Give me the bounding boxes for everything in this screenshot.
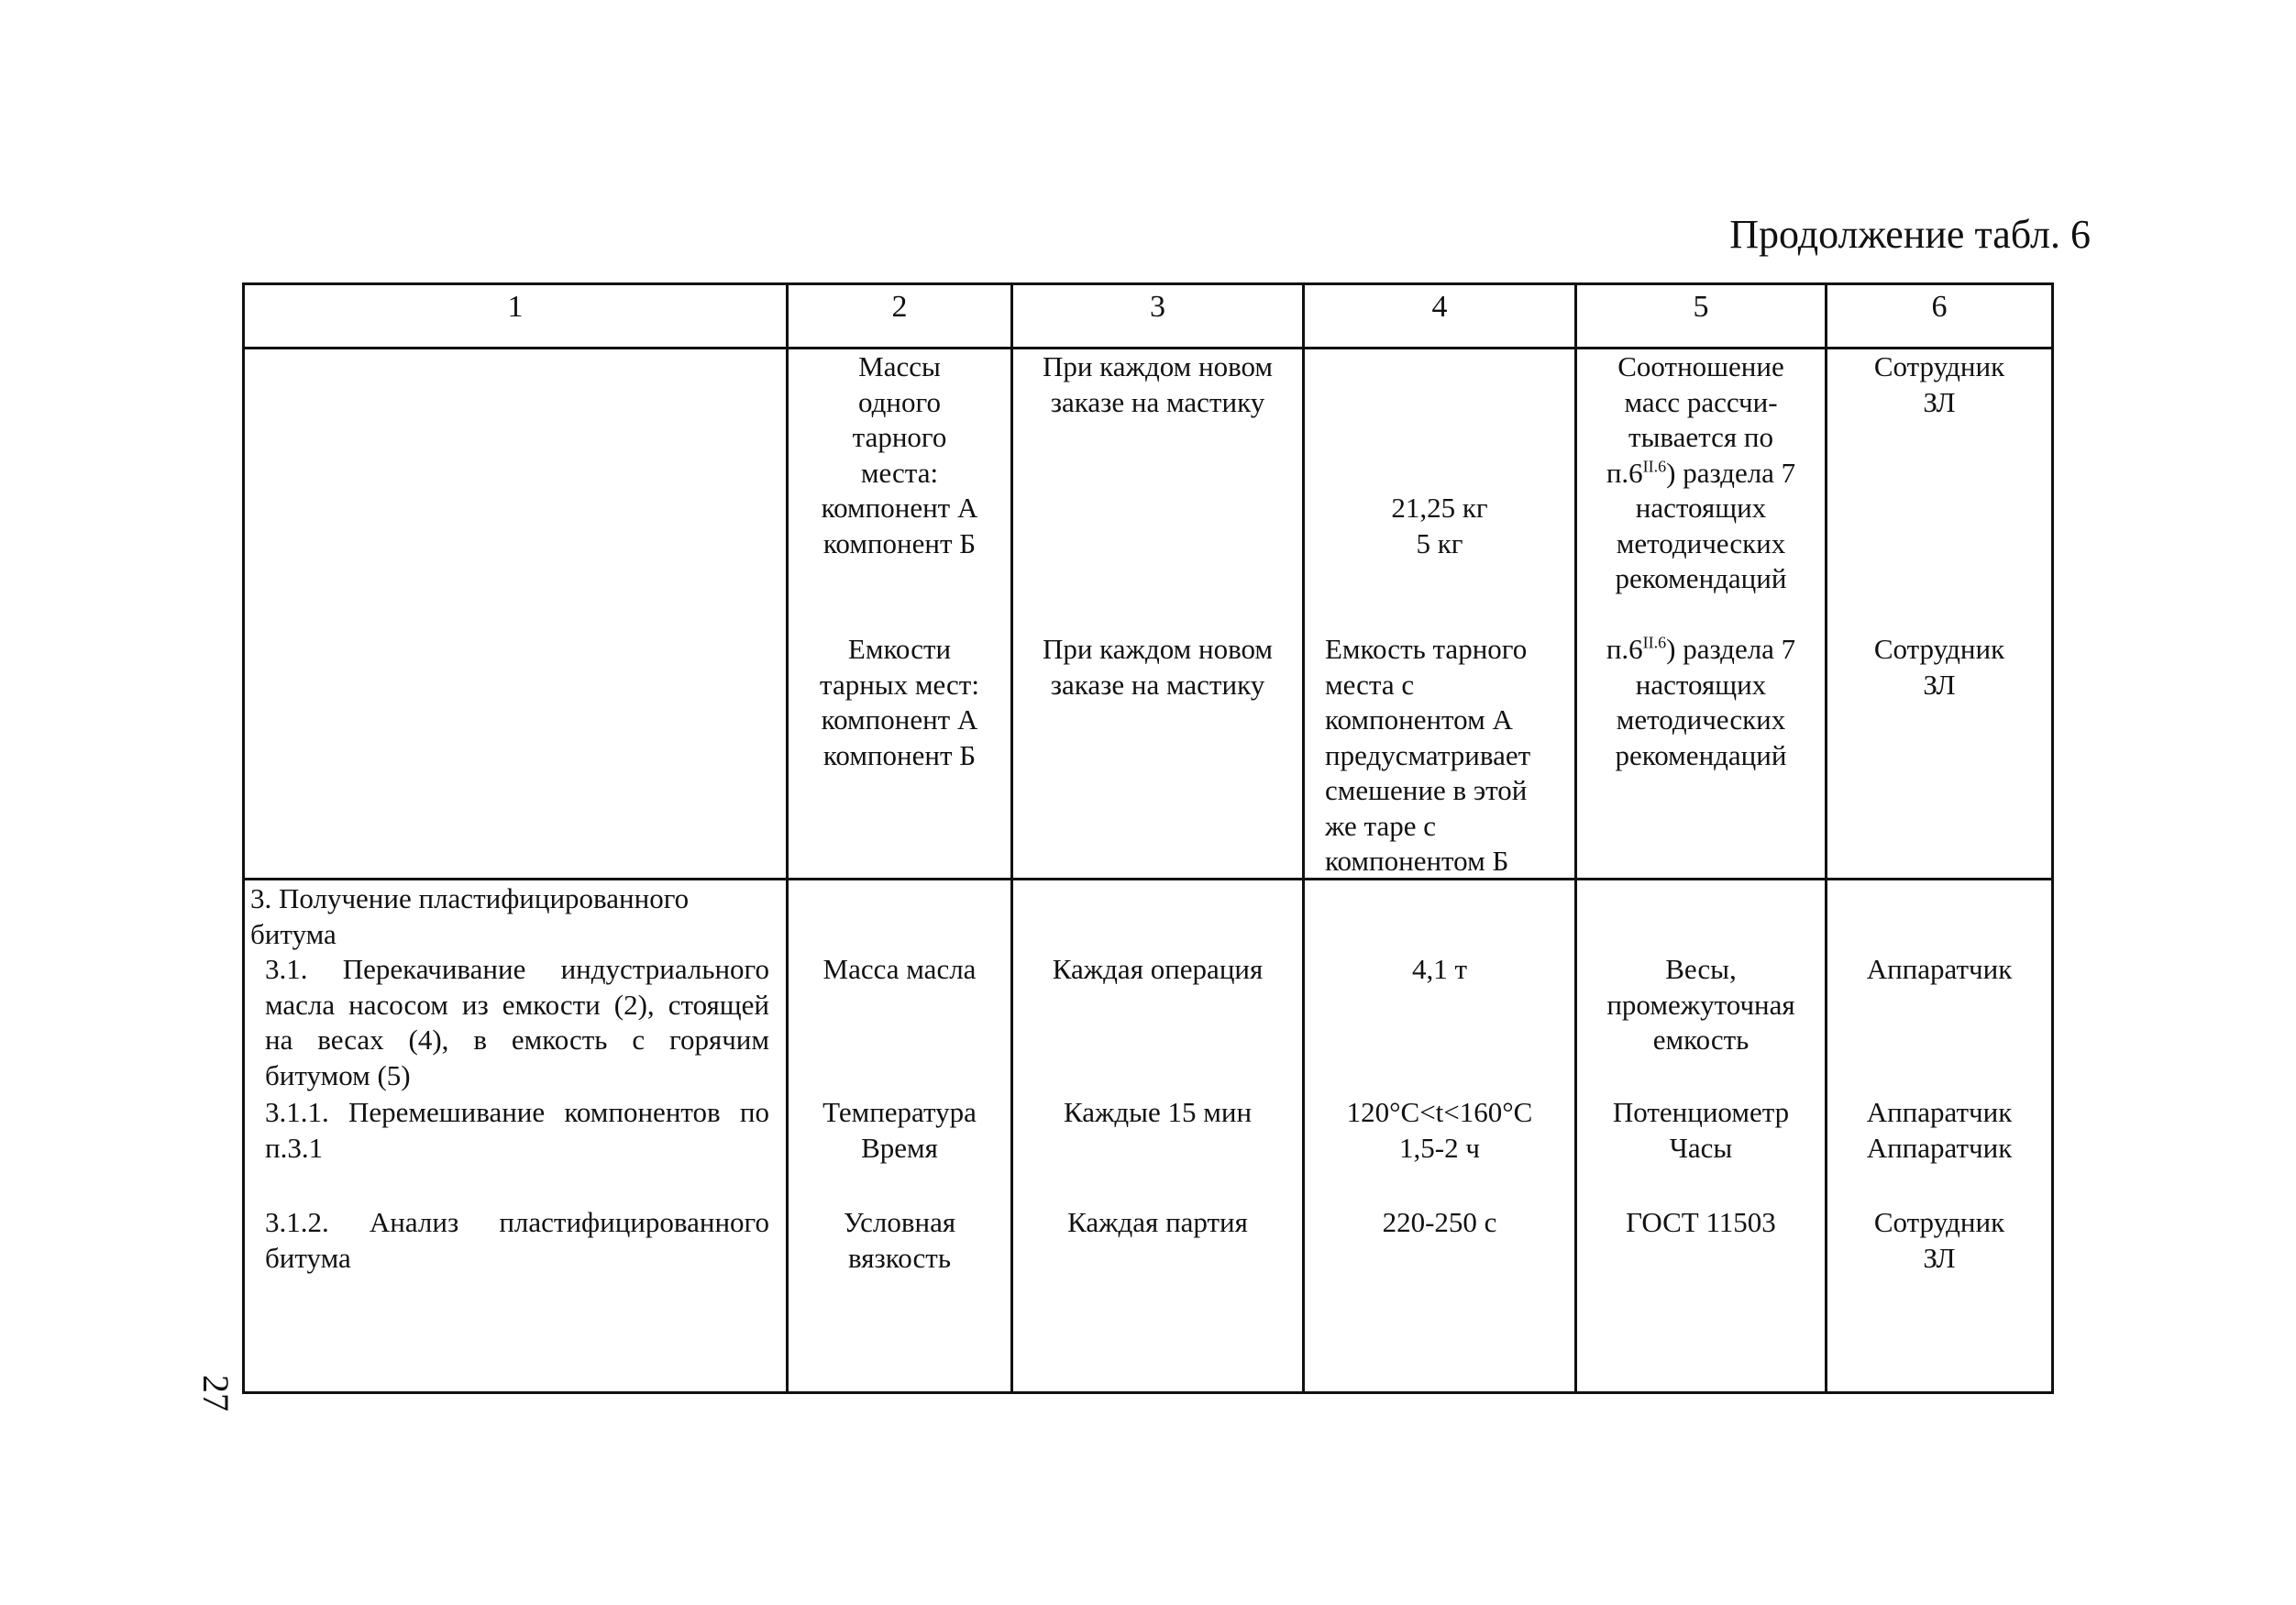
method-superscript: II.6 [1642,633,1667,652]
column-number-1: 1 [507,290,524,324]
value-3-1-2: 220-250 с [1382,1206,1497,1238]
executor-3-1-1: Аппаратчик Аппаратчик [1866,1096,2013,1164]
operation-3-1-2: 3.1.2. Анализ пластифицированного битума [265,1206,769,1274]
control-table [242,282,2054,1394]
method-text-start: Соотношение масс рассчи- тывается по п.6 [1606,350,1784,489]
table-caption: Продолжение табл. 6 [1729,212,2091,257]
method-package-mass [1577,349,1825,597]
frequency-3-1: Каждая операция [1052,953,1264,985]
block-divider [245,878,2051,880]
parameter-3-1-1: Температура Время [822,1096,977,1164]
parameter-package-mass: Массы одного тарного места: компонент А компонент Б [821,350,978,559]
frequency-3-1-2: Каждая партия [1067,1206,1248,1238]
column-number-3: 3 [1150,290,1165,324]
method-3-1: Весы, промежуточная емкость [1606,953,1795,1056]
operation-3-1: 3.1. Перекачивание индустриального масла насосом из емкости (2), стоящей на весах (4), в емкость с горячим битумом (5) [265,953,769,1091]
column-number-5: 5 [1693,290,1709,324]
executor-3-1-2: Сотрудник ЗЛ [1873,1206,2005,1274]
method-3-1-2: ГОСТ 11503 [1626,1206,1776,1238]
parameter-3-1-2: Условная вязкость [843,1206,956,1274]
method-package-capacity [1577,632,1825,773]
method-text-start: п.6 [1606,633,1643,665]
value-3-1: 4,1 т [1411,953,1468,985]
parameter-package-capacity: Емкости тарных мест: компонент А компонент Б [820,633,979,771]
executor-3-1: Аппаратчик [1866,953,2013,985]
method-text-end: ) раздела 7 настоящих методических рекомендаций [1615,633,1796,771]
method-3-1-1: Потенциометр Часы [1612,1096,1790,1164]
column-number-2: 2 [891,290,908,324]
column-number-6: 6 [1931,290,1948,324]
column-number-4: 4 [1431,290,1448,324]
page-number: 27 [195,1375,237,1411]
method-superscript: II.6 [1642,457,1667,476]
operation-3-1-1: 3.1.1. Перемешивание компонентов по п.3.1 [265,1096,769,1164]
value-package-capacity: Емкость тарного места с компонентом А предусматривает смешение в этой же таре с компонентом Б [1325,633,1531,877]
value-3-1-1: 120°C<t<160°C 1,5-2 ч [1346,1096,1533,1164]
method-text-end: ) раздела 7 настоящих методических рекомендаций [1615,456,1796,594]
executor-package-mass: Сотрудник ЗЛ [1873,350,2005,418]
frequency-3-1-1: Каждые 15 мин [1063,1096,1253,1128]
section-title: 3. Получение пластифицированного битума [250,882,690,950]
frequency-package-capacity: При каждом новом заказе на мастику [1042,633,1274,701]
parameter-3-1: Масса масла [822,953,977,985]
frequency-package-mass: При каждом новом заказе на мастику [1042,350,1274,418]
value-package-mass: 21,25 кг 5 кг [1391,492,1488,559]
executor-package-capacity: Сотрудник ЗЛ [1873,633,2005,701]
